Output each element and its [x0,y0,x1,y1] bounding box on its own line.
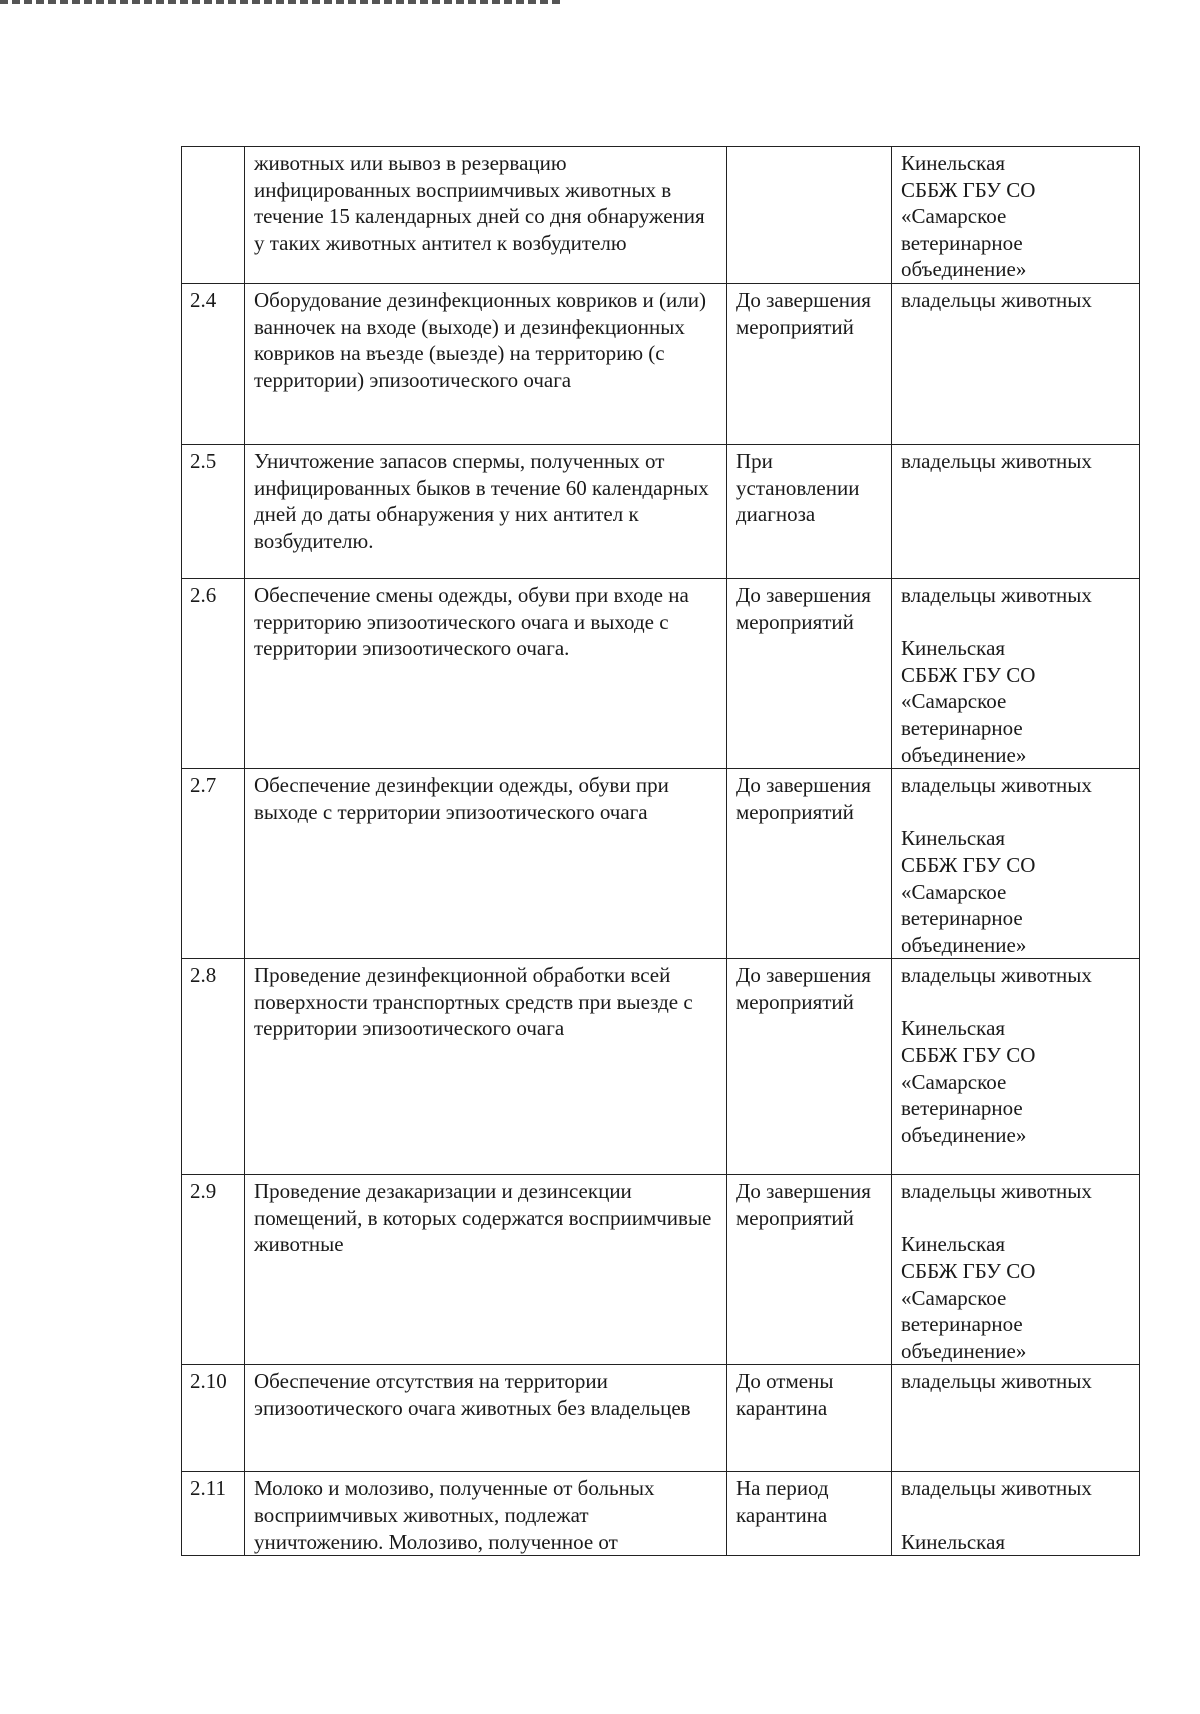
row-number [182,147,245,284]
table-row [182,1175,1140,1365]
table-row [182,444,1140,578]
deadline-text: До завершения мероприятий [727,283,892,444]
measure-text: животных или вывоз в резервацию инфицированных восприимчивых животных в течение 15 календарных дней со дня обнаружения у таких животных антител к возбудителю [245,147,727,284]
measure-text: Проведение дезинфекционной обработки всей поверхности транспортных средств при выезде с территории эпизоотического очага [245,959,727,1175]
row-number: 2.5 [182,444,245,578]
responsible-text: владельцы животных Кинельская СББЖ ГБУ СО «Самарское ветеринарное объединение» [892,769,1140,959]
table-row [182,578,1140,768]
deadline-text: До отмены карантина [727,1365,892,1472]
row-number: 2.8 [182,959,245,1175]
row-number: 2.7 [182,769,245,959]
table-row [182,769,1140,959]
row-number: 2.6 [182,578,245,768]
measure-text: Обеспечение дезинфекции одежды, обуви при выходе с территории эпизоотического очага [245,769,727,959]
deadline-text [727,147,892,284]
table-row [182,1472,1140,1556]
table-row [182,147,1140,284]
deadline-text: На период карантина [727,1472,892,1556]
row-number: 2.9 [182,1175,245,1365]
measure-text: Обеспечение отсутствия на территории эпизоотического очага животных без владельцев [245,1365,727,1472]
scan-edge-artifact [0,0,560,4]
deadline-text: До завершения мероприятий [727,578,892,768]
responsible-text: владельцы животных Кинельская СББЖ ГБУ СО «Самарское ветеринарное объединение» [892,578,1140,768]
measures-table [181,146,1140,1556]
measure-text: Оборудование дезинфекционных ковриков и (или) ванночек на входе (выходе) и дезинфекционных ковриков на въезде (выезде) на территорию (с территории) эпизоотического очага [245,283,727,444]
responsible-text: владельцы животных [892,1365,1140,1472]
row-number: 2.10 [182,1365,245,1472]
responsible-text: владельцы животных [892,444,1140,578]
deadline-text: При установлении диагноза [727,444,892,578]
measure-text: Проведение дезакаризации и дезинсекции помещений, в которых содержатся восприимчивые животные [245,1175,727,1365]
responsible-text: владельцы животных Кинельская СББЖ ГБУ СО «Самарское ветеринарное объединение» [892,959,1140,1175]
row-number: 2.11 [182,1472,245,1556]
deadline-text: До завершения мероприятий [727,959,892,1175]
row-number: 2.4 [182,283,245,444]
measure-text: Уничтожение запасов спермы, полученных от инфицированных быков в течение 60 календарных дней до даты обнаружения у них антител к возбудителю. [245,444,727,578]
responsible-text: Кинельская СББЖ ГБУ СО «Самарское ветеринарное объединение» [892,147,1140,284]
table-row [182,1365,1140,1472]
responsible-text: владельцы животных Кинельская СББЖ ГБУ СО «Самарское ветеринарное объединение» [892,1175,1140,1365]
responsible-text: владельцы животных [892,283,1140,444]
responsible-text: владельцы животных Кинельская [892,1472,1140,1556]
table-row [182,959,1140,1175]
measure-text: Молоко и молозиво, полученные от больных восприимчивых животных, подлежат уничтожению. Молозиво, полученное от [245,1472,727,1556]
table-row [182,283,1140,444]
measure-text: Обеспечение смены одежды, обуви при входе на территорию эпизоотического очага и выходе с территории эпизоотического очага. [245,578,727,768]
deadline-text: До завершения мероприятий [727,1175,892,1365]
deadline-text: До завершения мероприятий [727,769,892,959]
